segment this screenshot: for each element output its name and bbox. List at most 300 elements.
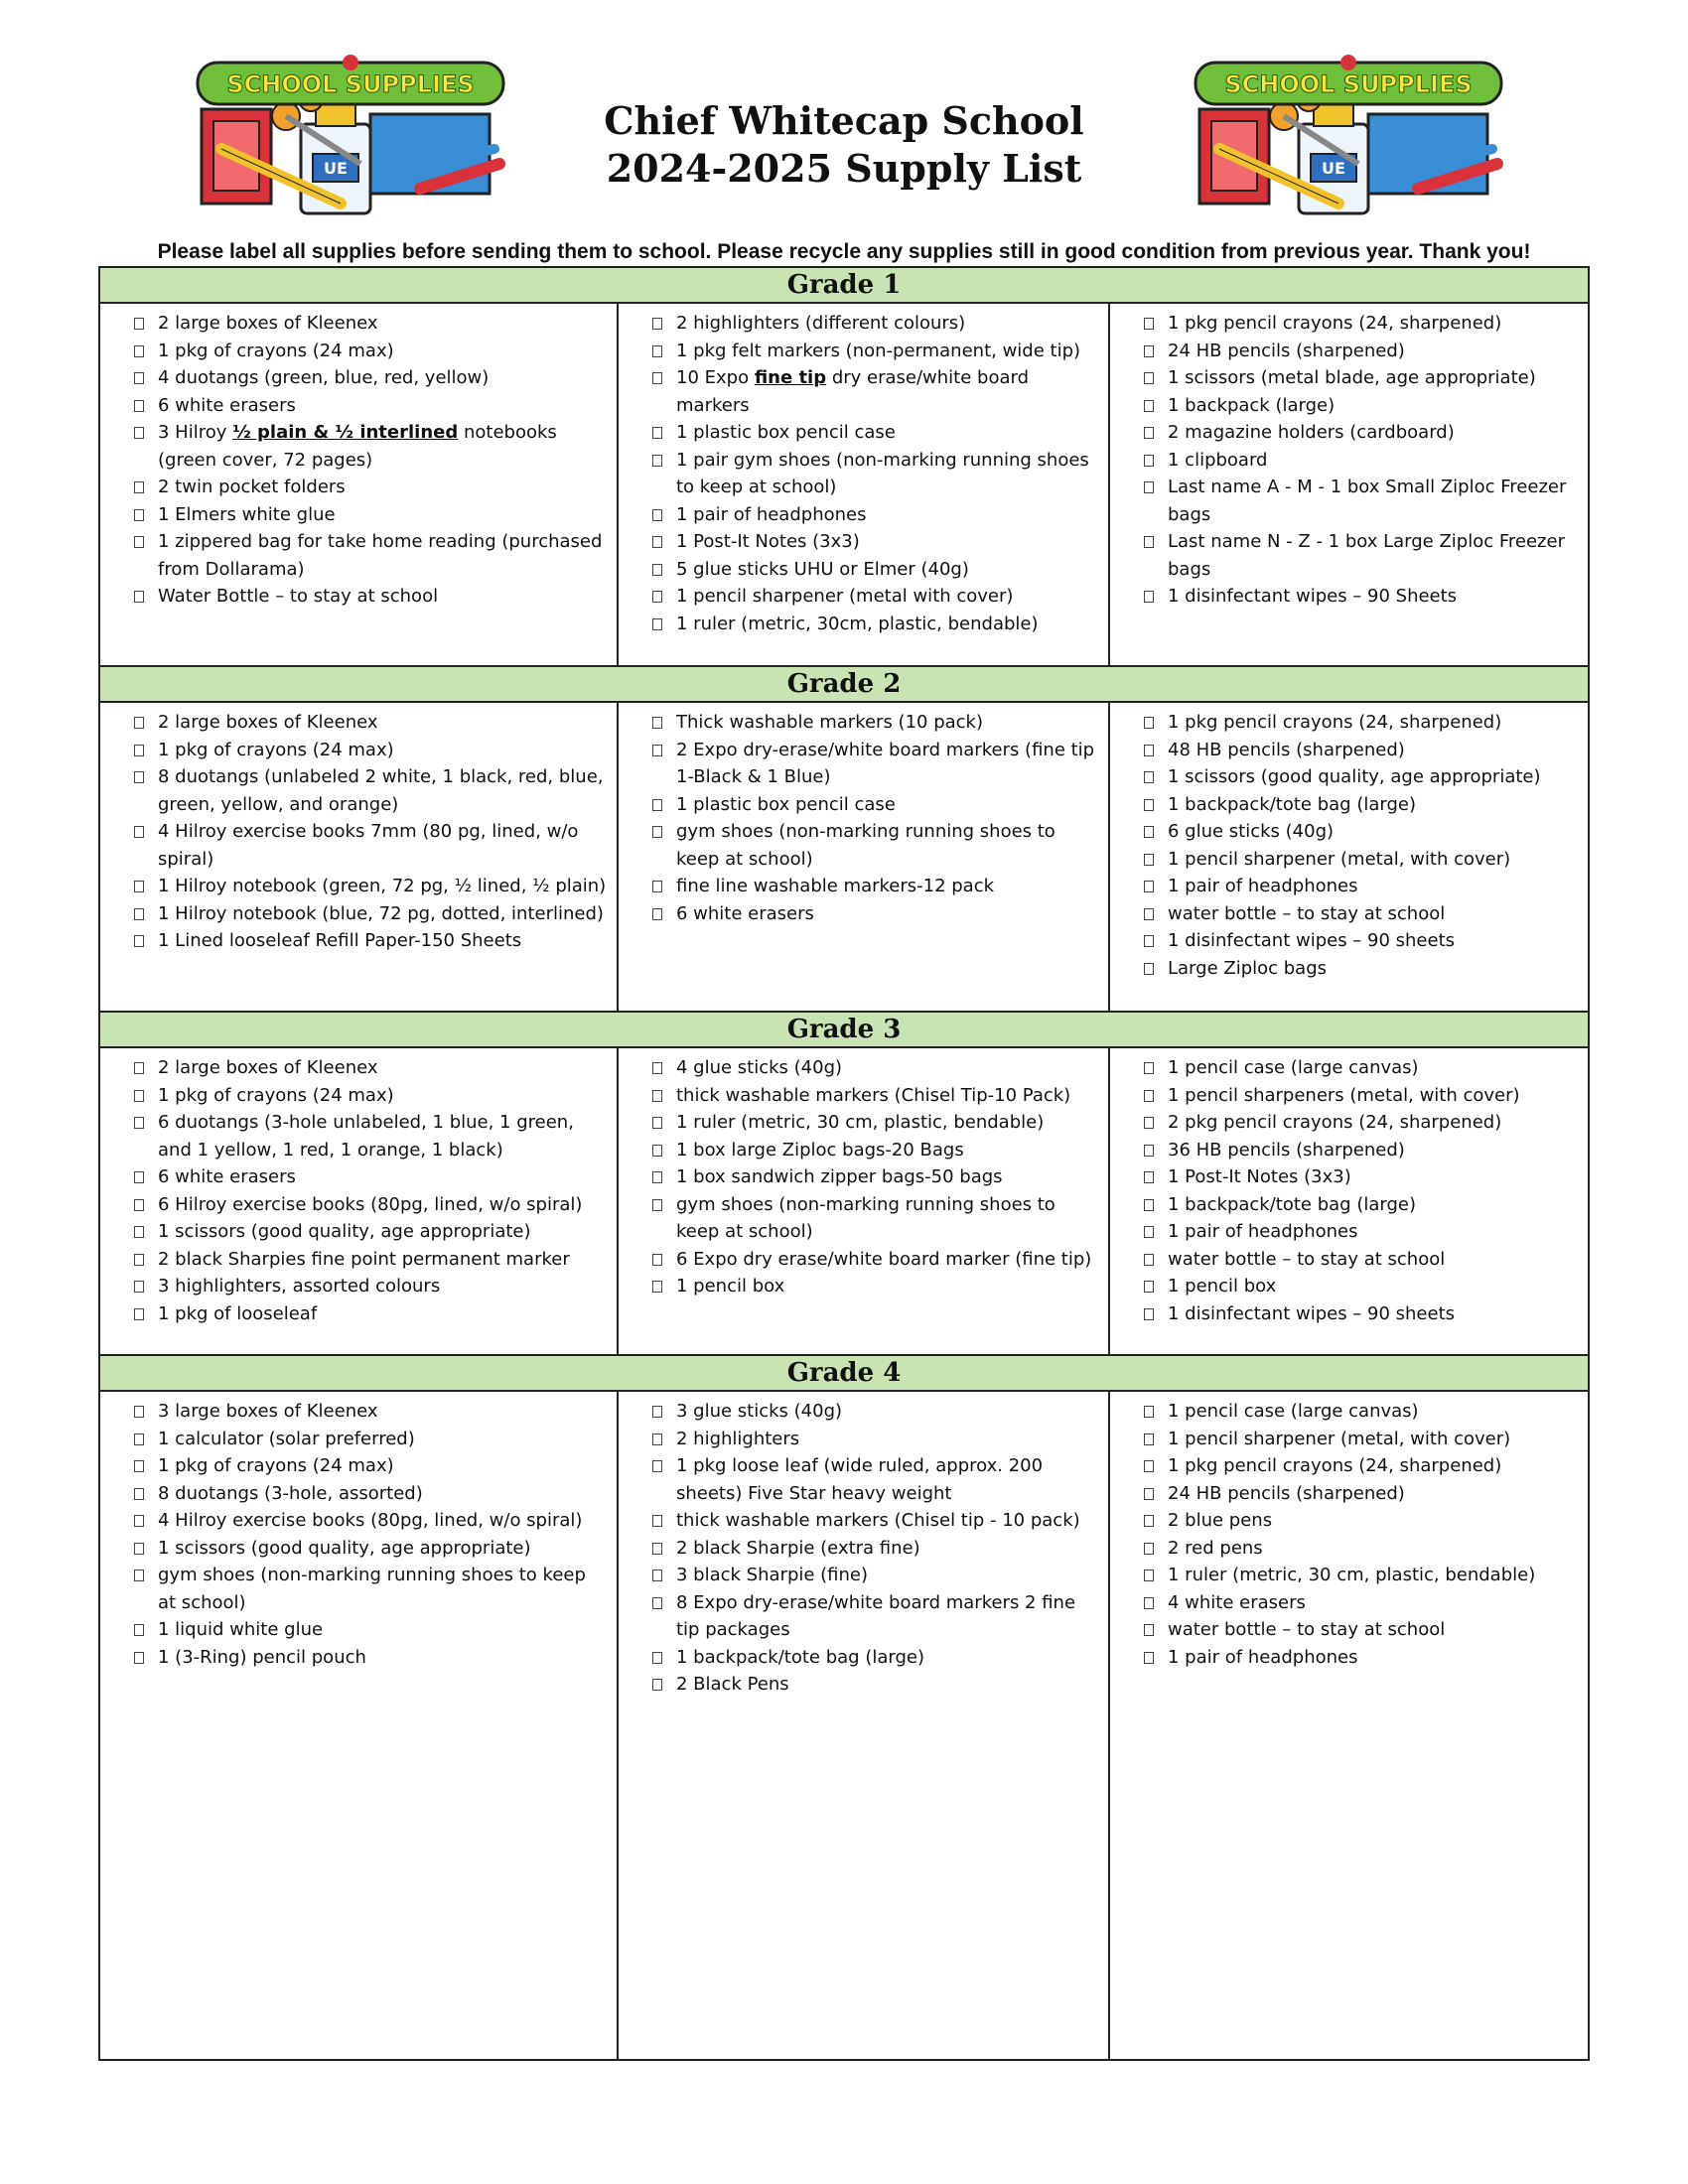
checkbox-icon: [652, 1433, 662, 1445]
supply-item-text: 4 glue sticks (40g): [676, 1057, 843, 1078]
supply-item-text: 1 scissors (good quality, age appropriate): [158, 1221, 531, 1242]
supply-item: [652, 1082, 1100, 1110]
grade-1-column-1: [100, 304, 617, 611]
supply-item-text: 2 Black Pens: [676, 1674, 789, 1695]
supply-item-text: 1 pencil case (large canvas): [1168, 1401, 1419, 1422]
supply-item-text: thick washable markers (Chisel Tip-10 Pack): [676, 1084, 1071, 1106]
checkbox-icon: [1144, 1433, 1154, 1445]
supply-item-text: 2 Expo dry-erase/white board markers (fine tip 1-Black & 1 Blue): [676, 739, 1095, 787]
supply-item-text: Large Ziploc bags: [1168, 957, 1328, 979]
supply-item: [1144, 1163, 1580, 1191]
checkbox-icon: [1144, 1570, 1154, 1581]
supply-item: [134, 1644, 609, 1672]
supply-item-text: 1 backpack/tote bag (large): [676, 1646, 924, 1668]
checkbox-icon: [1144, 1090, 1154, 1102]
checkbox-icon: [134, 536, 144, 548]
supply-item-text: 6 glue sticks (40g): [1168, 821, 1335, 842]
checkbox-icon: [134, 1460, 144, 1472]
checkbox-icon: [1144, 854, 1154, 866]
checkbox-icon: [134, 1624, 144, 1636]
supply-item-text: 1 pkg of crayons (24 max): [158, 1455, 394, 1476]
supply-item-text: 1 pencil sharpener (metal, with cover): [1168, 848, 1511, 870]
grade-1-header: Grade 1: [98, 266, 1590, 304]
checkbox-icon: [652, 881, 662, 892]
checkbox-icon: [652, 826, 662, 838]
supply-item: [134, 528, 609, 583]
checkbox-icon: [652, 1117, 662, 1129]
supply-item-text: 1 pencil sharpeners (metal, with cover): [1168, 1084, 1520, 1106]
checkbox-icon: [134, 509, 144, 521]
supply-item: [1144, 846, 1580, 874]
supply-item: [134, 338, 609, 365]
supply-item-text: 3 black Sharpie (fine): [676, 1565, 869, 1585]
supply-list: [652, 310, 1100, 637]
checkbox-icon: [652, 1406, 662, 1418]
supply-item: [652, 791, 1100, 819]
supply-item: [134, 1616, 609, 1644]
grade-2-header: Grade 2: [98, 665, 1590, 703]
supply-list: [1144, 709, 1580, 982]
grade-1-column-3: [1110, 304, 1588, 611]
checkbox-icon: [1144, 591, 1154, 603]
supply-item: [652, 1426, 1100, 1453]
supply-item-text: 1 backpack/tote bag (large): [1168, 793, 1416, 815]
supply-item: [1144, 1589, 1580, 1617]
supply-item-text: 1 backpack/tote bag (large): [1168, 1193, 1416, 1215]
supply-item: [134, 1426, 609, 1453]
checkbox-icon: [134, 1652, 144, 1664]
checkbox-icon: [1144, 1406, 1154, 1418]
supply-item: [134, 583, 609, 611]
supply-item-text: 4 duotangs (green, blue, red, yellow): [158, 367, 490, 388]
supply-item: [134, 1218, 609, 1246]
supply-item-text: 6 white erasers: [158, 394, 296, 416]
checkbox-icon: [652, 1597, 662, 1609]
supply-item-text: 2 black Sharpies fine point permanent marker: [158, 1248, 570, 1270]
supply-item: [652, 528, 1100, 556]
checkbox-icon: [134, 1406, 144, 1418]
supply-item: [1144, 763, 1580, 791]
supply-item-text: 6 duotangs (3-hole unlabeled, 1 blue, 1 green, and 1 yellow, 1 red, 1 orange, 1 black): [158, 1112, 574, 1160]
supply-item-text: 2 blue pens: [1168, 1510, 1273, 1531]
supply-item: [134, 709, 609, 737]
supply-item: [652, 1273, 1100, 1300]
supply-item-text: 1 zippered bag for take home reading (purchased from Dollarama): [158, 531, 603, 580]
supply-item-text: 1 pkg pencil crayons (24, sharpened): [1168, 313, 1502, 334]
supply-item-text: 2 twin pocket folders: [158, 477, 346, 497]
checkbox-icon: [1144, 345, 1154, 357]
page-title: [496, 97, 1192, 193]
supply-item: [1144, 791, 1580, 819]
supply-item: [652, 1054, 1100, 1082]
supply-item-text: 1 liquid white glue: [158, 1619, 324, 1640]
supply-item: [134, 737, 609, 764]
checkbox-icon: [652, 455, 662, 467]
checkbox-icon: [652, 318, 662, 330]
supply-item: [1144, 1082, 1580, 1110]
checkbox-icon: [134, 1543, 144, 1555]
supply-item: [1144, 338, 1580, 365]
supply-item: [1144, 1137, 1580, 1164]
checkbox-icon: [134, 1281, 144, 1293]
supply-item: [134, 1562, 609, 1616]
checkbox-icon: [134, 591, 144, 603]
checkbox-icon: [652, 1515, 662, 1527]
checkbox-icon: [134, 1515, 144, 1527]
grade-4-header: Grade 4: [98, 1354, 1590, 1392]
checkbox-icon: [1144, 1460, 1154, 1472]
supply-item-text: 2 large boxes of Kleenex: [158, 313, 378, 334]
supply-item: [1144, 737, 1580, 764]
supply-item-text: 1 pkg loose leaf (wide ruled, approx. 200 sheets) Five Star heavy weight: [676, 1455, 1044, 1504]
checkbox-icon: [134, 1488, 144, 1500]
supply-item: [652, 1589, 1100, 1644]
list-title: 2024-2025 Supply List: [606, 146, 1082, 191]
supply-item-text: Last name N - Z - 1 box Large Ziploc Freezer bags: [1168, 531, 1565, 580]
checkbox-icon: [1144, 935, 1154, 947]
svg-text:UE: UE: [1322, 159, 1345, 178]
checkbox-icon: [1144, 1117, 1154, 1129]
supply-item: [652, 1137, 1100, 1164]
checkbox-icon: [134, 400, 144, 412]
supply-item: [1144, 1507, 1580, 1535]
supply-item-text: 1 pkg pencil crayons (24, sharpened): [1168, 1455, 1502, 1476]
supply-item: [134, 900, 609, 928]
checkbox-icon: [652, 427, 662, 439]
supply-item-text: 1 box large Ziploc bags-20 Bags: [676, 1139, 964, 1160]
supply-item: [652, 1191, 1100, 1246]
supply-item-text: 1 pencil sharpener (metal with cover): [676, 586, 1014, 607]
supply-item: [1144, 364, 1580, 392]
supply-list: [134, 310, 609, 611]
supply-item-text: 1 Post-It Notes (3x3): [676, 531, 860, 552]
grade-2-column-1: [100, 703, 617, 955]
supply-item-text: 1 scissors (good quality, age appropriate): [158, 1537, 531, 1559]
supply-item-text: 3 highlighters, assorted colours: [158, 1276, 441, 1297]
checkbox-icon: [1144, 1652, 1154, 1664]
supply-item: [1144, 1191, 1580, 1219]
supply-item: [1144, 1535, 1580, 1563]
checkbox-icon: [1144, 1624, 1154, 1636]
supply-item: [134, 1054, 609, 1082]
checkbox-icon: [134, 1254, 144, 1266]
supply-item-text: 2 large boxes of Kleenex: [158, 1057, 378, 1078]
supply-item: [134, 763, 609, 818]
checkbox-icon: [134, 427, 144, 439]
checkbox-icon: [652, 1171, 662, 1183]
supply-item-text: 1 pair of headphones: [1168, 876, 1358, 896]
supply-list: [652, 1398, 1100, 1699]
supply-item: [1144, 1644, 1580, 1672]
supply-item-text: 2 large boxes of Kleenex: [158, 712, 378, 733]
checkbox-icon: [134, 1570, 144, 1581]
supply-item: [134, 364, 609, 392]
supply-item: [134, 474, 609, 501]
supply-item-text: gym shoes (non-marking running shoes to keep at school): [158, 1565, 586, 1613]
supply-item-text: 1 ruler (metric, 30cm, plastic, bendable): [676, 613, 1039, 634]
supply-item: [134, 1163, 609, 1191]
supply-item: [652, 1398, 1100, 1426]
checkbox-icon: [1144, 1226, 1154, 1238]
checkbox-icon: [652, 745, 662, 756]
supply-item-text: 1 pencil box: [676, 1276, 785, 1297]
checkbox-icon: [134, 1226, 144, 1238]
grade-3-column-3: [1110, 1048, 1588, 1327]
supply-item: [652, 364, 1100, 419]
supply-item: [134, 501, 609, 529]
supply-item: [652, 611, 1100, 638]
checkbox-icon: [1144, 826, 1154, 838]
supply-item-text: 4 Hilroy exercise books (80pg, lined, w/o spiral): [158, 1510, 583, 1531]
supply-item-text: water bottle – to stay at school: [1168, 902, 1446, 924]
supply-item: [652, 873, 1100, 900]
checkbox-icon: [134, 1090, 144, 1102]
supply-item-text: 1 plastic box pencil case: [676, 422, 896, 443]
supply-item: [652, 419, 1100, 447]
supply-item: [1144, 310, 1580, 338]
supply-item: [652, 900, 1100, 928]
checkbox-icon: [134, 771, 144, 783]
supply-item: [1144, 474, 1580, 528]
supply-item-text: 4 Hilroy exercise books 7mm (80 pg, lined, w/o spiral): [158, 821, 579, 870]
supply-item-text: Water Bottle – to stay at school: [158, 586, 439, 607]
supply-item: [652, 1452, 1100, 1507]
supply-item: [1144, 392, 1580, 420]
label-notice: Please label all supplies before sending them to school. Please recycle any supplies still in good condition from previous year. Thank you!: [157, 240, 1531, 263]
checkbox-icon: [652, 564, 662, 576]
grade-2-column-3: [1110, 703, 1588, 982]
checkbox-icon: [1144, 1543, 1154, 1555]
supply-item-text: 1 pkg of crayons (24 max): [158, 739, 394, 760]
supply-item: [134, 1535, 609, 1563]
checkbox-icon: [134, 372, 144, 384]
supply-item-text: 1 (3-Ring) pencil pouch: [158, 1646, 366, 1668]
supply-item-text: 8 duotangs (3-hole, assorted): [158, 1482, 423, 1504]
supply-item-text: 24 HB pencils (sharpened): [1168, 340, 1405, 361]
supply-item: [652, 447, 1100, 501]
supply-item-text: 1 Lined looseleaf Refill Paper-150 Sheets: [158, 930, 522, 951]
supply-item-text: 2 highlighters: [676, 1428, 800, 1449]
supply-item-text: 1 pencil sharpener (metal, with cover): [1168, 1428, 1511, 1449]
checkbox-icon: [652, 1679, 662, 1691]
checkbox-icon: [652, 1145, 662, 1157]
supply-item-text: 24 HB pencils (sharpened): [1168, 1482, 1405, 1504]
checkbox-icon: [134, 1308, 144, 1320]
supply-list: [134, 1398, 609, 1671]
supply-item-text: 1 ruler (metric, 30 cm, plastic, bendable): [676, 1112, 1045, 1133]
supply-item: [134, 1191, 609, 1219]
checkbox-icon: [652, 509, 662, 521]
supply-item-text: 6 white erasers: [676, 902, 814, 924]
supply-item-text: 2 red pens: [1168, 1537, 1263, 1559]
checkbox-icon: [1144, 1145, 1154, 1157]
checkbox-icon: [1144, 536, 1154, 548]
supply-item: [652, 310, 1100, 338]
supply-item-text: 1 pencil case (large canvas): [1168, 1057, 1419, 1078]
supply-item: [652, 1535, 1100, 1563]
supply-list: [652, 709, 1100, 927]
supply-item-text: 1 Hilroy notebook (green, 72 pg, ½ lined, ½ plain): [158, 876, 607, 896]
checkbox-icon: [134, 935, 144, 947]
checkbox-icon: [1144, 1281, 1154, 1293]
checkbox-icon: [134, 1433, 144, 1445]
supply-item: [134, 873, 609, 900]
supply-item-text: 1 plastic box pencil case: [676, 793, 896, 815]
supply-item: [134, 392, 609, 420]
checkbox-icon: [1144, 717, 1154, 729]
school-supplies-logo-right: [1190, 55, 1507, 223]
supply-list: [134, 1054, 609, 1327]
checkbox-icon: [652, 345, 662, 357]
checkbox-icon: [1144, 881, 1154, 892]
checkbox-icon: [134, 345, 144, 357]
supply-item: [134, 310, 609, 338]
checkbox-icon: [134, 1062, 144, 1074]
checkbox-icon: [652, 1281, 662, 1293]
checkbox-icon: [134, 717, 144, 729]
supply-item-text: 2 pkg pencil crayons (24, sharpened): [1168, 1112, 1502, 1133]
checkbox-icon: [1144, 1254, 1154, 1266]
checkbox-icon: [134, 881, 144, 892]
school-name: Chief Whitecap School: [604, 98, 1084, 143]
supply-item-text: 1 scissors (metal blade, age appropriate): [1168, 367, 1536, 388]
supply-item: [1144, 900, 1580, 928]
supply-item: [134, 1480, 609, 1508]
supply-item-text: 3 Hilroy ½ plain & ½ interlined notebooks (green cover, 72 pages): [158, 422, 557, 471]
school-supplies-logo-left: [192, 55, 509, 223]
supply-item: [1144, 528, 1580, 583]
supply-item: [1144, 709, 1580, 737]
checkbox-icon: [134, 1117, 144, 1129]
checkbox-icon: [652, 1254, 662, 1266]
svg-text:UE: UE: [324, 159, 348, 178]
checkbox-icon: [1144, 771, 1154, 783]
checkbox-icon: [134, 826, 144, 838]
supply-item: [652, 583, 1100, 611]
supply-item: [652, 1246, 1100, 1274]
supply-item-text: water bottle – to stay at school: [1168, 1248, 1446, 1270]
grade-3-column-1: [100, 1048, 617, 1327]
supply-item: [1144, 1426, 1580, 1453]
checkbox-icon: [134, 318, 144, 330]
supply-item-text: 3 glue sticks (40g): [676, 1401, 843, 1422]
checkbox-icon: [652, 1460, 662, 1472]
supply-item-text: 1 pair gym shoes (non-marking running shoes to keep at school): [676, 449, 1089, 497]
supply-item-text: 1 pkg of crayons (24 max): [158, 1084, 394, 1106]
checkbox-icon: [1144, 427, 1154, 439]
supply-list: [1144, 310, 1580, 611]
grade-4-column-2: [619, 1392, 1108, 1699]
supply-item-text: 8 duotangs (unlabeled 2 white, 1 black, red, blue, green, yellow, and orange): [158, 766, 604, 815]
supply-list: [1144, 1054, 1580, 1327]
supply-item-text: 1 Post-It Notes (3x3): [1168, 1166, 1351, 1187]
supply-item-text: 1 clipboard: [1168, 449, 1268, 471]
supply-item: [1144, 955, 1580, 983]
checkbox-icon: [1144, 1308, 1154, 1320]
checkbox-icon: [652, 536, 662, 548]
supply-item-text: 1 pair of headphones: [676, 503, 867, 525]
checkbox-icon: [652, 618, 662, 630]
supply-item-text: 1 pencil box: [1168, 1276, 1277, 1297]
checkbox-icon: [652, 1199, 662, 1211]
grade-4-column-1: [100, 1392, 617, 1671]
svg-text:SCHOOL SUPPLIES: SCHOOL SUPPLIES: [226, 70, 475, 98]
checkbox-icon: [652, 799, 662, 811]
supply-item: [1144, 1218, 1580, 1246]
supply-item: [1144, 1480, 1580, 1508]
supply-item: [652, 1507, 1100, 1535]
supply-item: [652, 818, 1100, 873]
supply-item-text: 1 Hilroy notebook (blue, 72 pg, dotted, interlined): [158, 902, 604, 924]
checkbox-icon: [1144, 1515, 1154, 1527]
supply-item-text: 1 disinfectant wipes – 90 sheets: [1168, 1302, 1456, 1324]
page-header: [0, 0, 1688, 248]
supply-item: [652, 737, 1100, 791]
supply-item: [134, 1452, 609, 1480]
supply-item-text: 1 scissors (good quality, age appropriate): [1168, 766, 1541, 787]
checkbox-icon: [1144, 963, 1154, 975]
supply-item-text: gym shoes (non-marking running shoes to keep at school): [676, 821, 1055, 870]
supply-item: [1144, 927, 1580, 955]
supply-list: [652, 1054, 1100, 1300]
checkbox-icon: [652, 908, 662, 920]
checkbox-icon: [1144, 1171, 1154, 1183]
supply-item: [652, 709, 1100, 737]
supply-item: [652, 1644, 1100, 1672]
supply-list: [1144, 1398, 1580, 1671]
checkbox-icon: [1144, 1199, 1154, 1211]
supply-item-text: 10 Expo fine tip dry erase/white board markers: [676, 367, 1030, 416]
checkbox-icon: [1144, 799, 1154, 811]
supply-item-text: 1 disinfectant wipes – 90 Sheets: [1168, 586, 1458, 607]
checkbox-icon: [652, 591, 662, 603]
checkbox-icon: [1144, 1062, 1154, 1074]
supply-item: [652, 338, 1100, 365]
supply-item: [1144, 1300, 1580, 1328]
supply-item: [1144, 1054, 1580, 1082]
supply-item: [1144, 583, 1580, 611]
supply-item: [134, 1507, 609, 1535]
supply-item-text: 6 white erasers: [158, 1166, 296, 1187]
supply-item: [652, 556, 1100, 584]
supply-item-text: 6 Hilroy exercise books (80pg, lined, w/o spiral): [158, 1193, 583, 1215]
checkbox-icon: [1144, 1488, 1154, 1500]
supply-item-text: 1 pkg of looseleaf: [158, 1302, 318, 1324]
grade-3-column-2: [619, 1048, 1108, 1300]
supply-item-text: 1 backpack (large): [1168, 394, 1336, 416]
supply-item: [1144, 419, 1580, 447]
supply-item: [1144, 873, 1580, 900]
supply-item: [652, 1562, 1100, 1589]
supply-list: [134, 709, 609, 955]
supply-item-text: Last name A - M - 1 box Small Ziploc Freezer bags: [1168, 477, 1567, 525]
supply-item-text: 6 Expo dry erase/white board marker (fine tip): [676, 1248, 1092, 1270]
checkbox-icon: [134, 745, 144, 756]
checkbox-icon: [1144, 745, 1154, 756]
supply-item-text: 1 pkg pencil crayons (24, sharpened): [1168, 712, 1502, 733]
supply-item: [134, 1398, 609, 1426]
supply-item-text: Thick washable markers (10 pack): [676, 712, 984, 733]
supply-item: [1144, 1452, 1580, 1480]
supply-item-text: 1 box sandwich zipper bags-50 bags: [676, 1166, 1003, 1187]
supply-item-text: 4 white erasers: [1168, 1591, 1306, 1613]
checkbox-icon: [652, 717, 662, 729]
supply-item: [1144, 1562, 1580, 1589]
supply-item: [1144, 1616, 1580, 1644]
checkbox-icon: [1144, 372, 1154, 384]
supply-item-text: gym shoes (non-marking running shoes to keep at school): [676, 1193, 1055, 1242]
grade-1-column-2: [619, 304, 1108, 637]
